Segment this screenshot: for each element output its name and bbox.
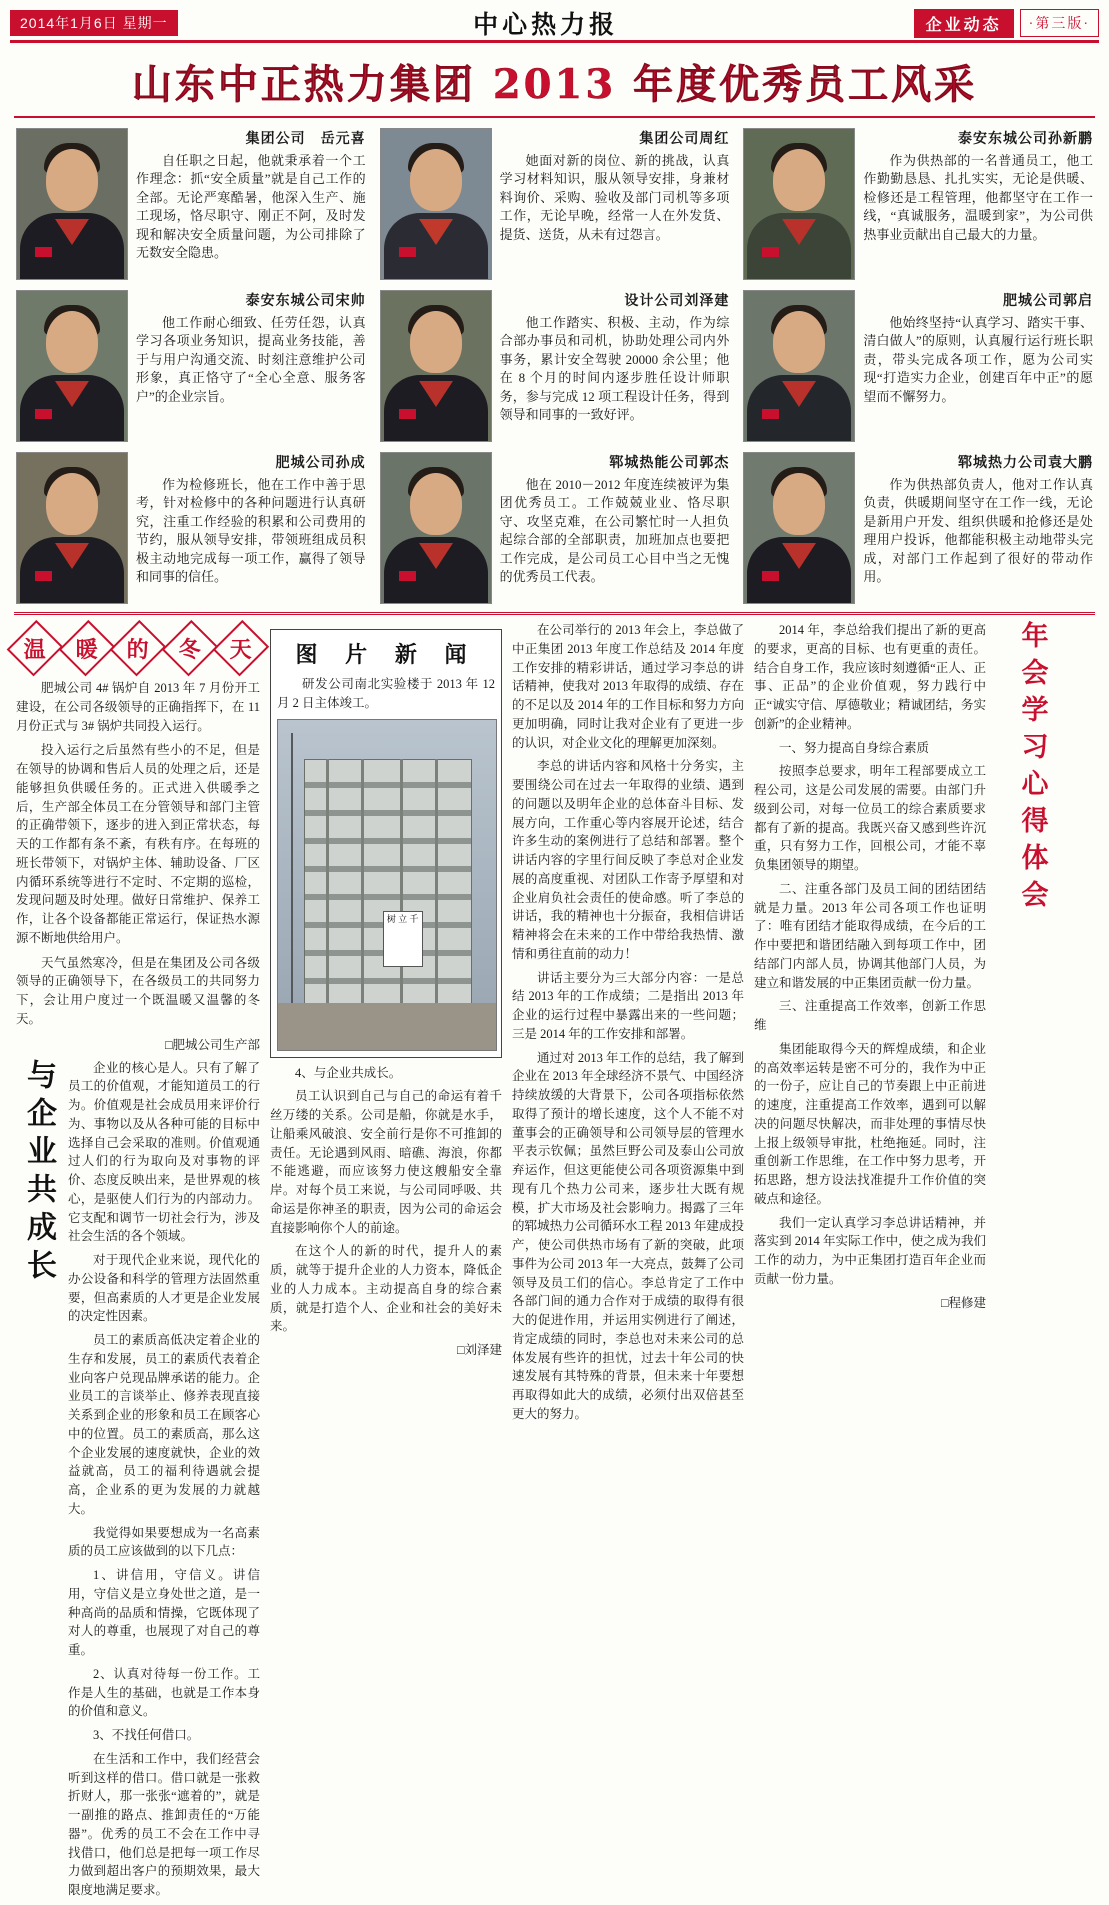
annual-meeting-title: 年会学习心得体会: [1016, 621, 1048, 917]
annual-paragraph: 三、注重提高工作效率，创新工作思维: [754, 999, 986, 1032]
employee-description: 作为供热部的一名普通员工，他工作勤勤恳恳、扎扎实实，无论是供暖、检修还是工程管理，他都坚守在工作一线，“真诚服务，温暖到家”，为公司供热事业贡献出自己最大的力量。: [863, 153, 1093, 242]
employee-card: [380, 128, 730, 280]
column-vertical-title: [996, 621, 1068, 1905]
column-annual-meeting-right: [754, 621, 986, 1905]
warm-winter-paragraph: 天气虽然寒冷，但是在集团及公司各级领导的正确领导下，在各级员工的共同努力下，会让用户度过一个既温暖又温馨的冬天。: [16, 955, 260, 1026]
title-char-text: 冬: [178, 636, 201, 662]
grow-paragraph: 3、不找任何借口。: [93, 1728, 200, 1742]
grow-article-body: [68, 1059, 260, 1905]
annual-paragraph: 按照李总要求，明年工程部要成立工程公司，这是公司发展的需要。由部门升级到公司，对每一位员工的综合素质要求都有了新的提高。我既兴奋又感到些许沉重，只有努力工作，回根公司，才能不辜负集团领导的期望。: [754, 764, 986, 872]
grow-paragraph: 企业的核心是人。只有了解了员工的价值观，才能知道员工的行为。价值观是社会成员用来评价行为、事物以及从各种可能的目标中选择自己会采取的准则。价值观通过人们的行为取向及对事物的评价、态度反映出来，是世界观的核心，是驱使人们行为的内部动力。它支配和调节一切社会行为，涉及社会生活的各个领域。: [68, 1060, 260, 1244]
employee-description: 他工作踏实、积极、主动，作为综合部办事员和司机，协助处理公司内外事务，累计安全驾驶 20000 余公里；他在 8 个月的时间内逐步胜任设计师职务，参与完成 12 项工程设计任务，得到领导和同事的一致好评。: [499, 315, 730, 423]
photo-news-image: [277, 719, 497, 1051]
grow-article-title: 与企业共成长: [21, 1058, 56, 1287]
employee-description: 他始终坚持“认真学习、踏实干事、清白做人”的原则，认真履行运行班长职责，带头完成各项工作，愿为公司实现“打造实力企业，创建百年中正”的愿望而不懈努力。: [863, 315, 1093, 404]
employee-description: 作为供热部负责人，他对工作认真负责，供暖期间坚守在工作一线，无论是新用户开发、组织供暖和抢修还是处理用户投诉，他都能积极主动地带头完成，对部门工作起到了很好的带动作用。: [863, 477, 1093, 585]
employee-card: [743, 128, 1093, 280]
employee-photo: [743, 290, 855, 442]
employee-photo: [380, 452, 492, 604]
warm-winter-paragraph: 肥城公司 4# 锅炉自 2013 年 7 月份开工建设，在公司各级领导的正确指挥下，在 11 月份正式与 3# 锅炉共同投入运行。: [16, 681, 260, 733]
employee-card: [380, 290, 730, 442]
title-char: [7, 620, 63, 676]
grow-paragraph: 4、与企业共成长。: [295, 1065, 402, 1080]
employee-card: [16, 452, 366, 604]
building-shape: [304, 759, 472, 1038]
building-column: [326, 759, 329, 1036]
title-char-text: 暖: [75, 636, 98, 662]
lower-section: [16, 621, 1093, 1905]
grow-paragraph: 在这个人的新的时代，提升人的素质，就等于提升企业的人力资本，降低企业的人力成本。主动提高自身的综合素质，就是打造个人、企业和社会的美好未来。: [270, 1244, 502, 1334]
grow-paragraph: 我觉得如果要想成为一名高素质的员工应该做到的以下几点：: [68, 1525, 260, 1559]
employee-name: 肥城公司孙成: [275, 456, 366, 471]
site-sign: 树 立 千: [383, 911, 423, 967]
title-char: [213, 620, 269, 676]
annual-paragraph: 在公司举行的 2013 年会上，李总做了中正集团 2013 年度工作总结及 2014 年度工作安排的精彩讲话，通过学习李总的讲话精神，使我对 2013 年取得的成绩、存在的不足以及 2014 年的工作目标和努力方向更加明确，同时让我对企业有了更进一步的认识，对企业文化的理解更加深刻。: [512, 623, 744, 750]
building-column: [435, 759, 438, 1036]
issue-date: 2014年1月6日 星期一: [10, 10, 178, 36]
masthead-right: [914, 9, 1099, 38]
employee-description: 自任职之日起，他就秉承着一个工作理念：抓“安全质量”就是自己工作的全部。无论严寒酷暑，他深入生产、施工现场，恪尽职守、刚正不阿，及时发现和解决安全质量问题，为公司排除了无数安全隐患。: [136, 153, 366, 261]
annual-paragraph: 一、努力提高自身综合素质: [779, 740, 930, 755]
employee-photo: [16, 128, 128, 280]
employee-name: 泰安东城公司孙新鹏: [957, 132, 1093, 147]
employee-photo: [743, 128, 855, 280]
employee-photo: [380, 290, 492, 442]
employee-name: 郓城热力公司袁大鹏: [957, 456, 1093, 471]
building-column: [361, 759, 364, 1036]
employee-card: [743, 290, 1093, 442]
employee-name: 泰安东城公司宋帅: [245, 294, 366, 309]
grow-paragraph: 员工认识到自己与自己的命运有着千丝万缕的关系。公司是船，你就是水手，让船乘风破浪、安全前行是你不可推卸的责任。无论遇到风雨、暗礁、海浪，你都不能逃避，而应该努力使这艘船安全靠岸。对每个员工来说，与公司同呼吸、共命运是你神圣的职责，因为公司的命运会直接影响你个人的前途。: [270, 1089, 502, 1235]
annual-signature: □程修建: [940, 1295, 986, 1310]
title-char-text: 的: [126, 636, 150, 662]
title-char: [110, 620, 166, 676]
employee-card: [743, 452, 1093, 604]
headline-divider: [14, 116, 1095, 118]
building-column: [400, 759, 403, 1036]
column-left: [16, 621, 260, 1905]
grow-paragraph: 1、讲信用，守信义。讲信用，守信义是立身处世之道，是一种高尚的品质和情操，它既体现了对人的尊重，也展现了对自己的尊重。: [68, 1568, 260, 1657]
section-divider: [14, 612, 1095, 615]
employee-grid: [16, 128, 1093, 604]
employee-name: 肥城公司郭启: [1002, 294, 1093, 309]
employee-card: [16, 128, 366, 280]
employee-name: 集团公司周红: [639, 132, 730, 147]
employee-card: [16, 290, 366, 442]
annual-paragraph: 通过对 2013 年工作的总结，我了解到企业在 2013 年全球经济不景气、中国经济持续放缓的大背景下，公司各项指标依然取得了预计的增长速度，这个人不能不对董事会的正确领导和公司领导层的管理水平表示钦佩；虽然巨野公司及泰山公司放弃运作，但这更能使公司各项资源集中到现有几个热力公司来，逐步壮大既有规模，扩大市场及社会影响力。揭露了三年的郓城热力公司循环水工程 2013 年建成投产，使公司供热市场有了新的突破，此项事件为公司 2013 年一大亮点，鼓舞了公司领导及员工们的信心。李总肯定了工作中各部门间的通力合作对于成绩的取得有很大的促进作用，并运用实例进行了阐述，肯定成绩的同时，李总也对未来公司的总体发展有些许的担忧，过去十年公司的快速发展有其特殊的背景，但未来十年要想再取得如此大的成绩，必须付出双倍甚至更大的努力。: [512, 1050, 744, 1421]
employee-name: 设计公司刘泽建: [624, 294, 730, 309]
crane-shape: [291, 733, 293, 1037]
annual-paragraph: 2014 年，李总给我们提出了新的更高的要求，更高的目标、也有更重的责任。结合自身工作，我应该时刻遵循“正人、正事、正品”的企业价值观，努力践行中正“诚实守信、厚德敬业；精诚团结，务实创新”的企业精神。: [754, 623, 986, 731]
warm-winter-paragraph: 投入运行之后虽然有些小的不足，但是在领导的协调和售后人员的处理之后，还是能够担负供暖任务的。正式进入供暖季之后，生产部全体员工在分管领导和部门主管的正确带领下，逐步的进入到正常状态，每天的工作都有条不紊，有秩有序。在每班的班长带领下，对锅炉主体、辅助设备、厂区内循环系统等进行不定时、不定期的巡检，发现问题及时处理。做好日常维护、保养工作，让各个设备都能正常运行，保证热水源源不断地供给用户。: [16, 743, 260, 945]
column-photo-news: [270, 621, 502, 1905]
employee-description: 作为检修班长，他在工作中善于思考，针对检修中的各种问题进行认真研究，注重工作经验的积累和公司费用的节约，服从领导安排，带领班组成员积极主动地完成每一项工作，赢得了领导和同事的信任。: [136, 477, 366, 585]
newspaper-page: [0, 6, 1109, 1897]
grow-article-continued: [270, 1064, 502, 1360]
annual-paragraph: 李总的讲话内容和风格十分务实，主要围绕公司在过去一年取得的业绩、遇到的问题以及明年企业的总体奋斗目标、发展方向，工作重心等内容展开论述，结合许多生动的案例进行了总结和部署。整个讲话内容的字里行间反映了李总对企业发展的高度重视、对团队工作寄予厚望和对企业肩负社会责任的使命感。听了李总的讲话，我的精神也十分振奋，我相信讲话精神将会在未来的工作中带给我热情、激情和勇往直前的动力！: [512, 759, 744, 961]
employee-photo: [380, 128, 492, 280]
photo-news-box: [270, 629, 502, 1058]
section-tag: 企业动态: [914, 9, 1014, 38]
employee-name: 郓城热能公司郭杰: [609, 456, 730, 471]
employee-photo: [743, 452, 855, 604]
grow-article: [16, 1059, 260, 1905]
annual-paragraph: 集团能取得今天的辉煌成绩，和企业的高效率运转是密不可分的，我作为中正的一份子，应让自己的节奏跟上中正前进的速度，注重提高工作效率，遇到可以解决的问题尽快解决，而非处理的事情尽快上报上级领导审批，杜绝拖延。同时，注重创新工作思维，在工作中努力思考，开拓思路，想方设法找准提升工作价值的突破点和途径。: [754, 1041, 986, 1206]
column-annual-meeting: [512, 621, 744, 1905]
grow-paragraph: 员工的素质高低决定着企业的生存和发展，员工的素质代表着企业向客户兑现品牌承诺的能力。企业员工的言谈举止、修养表现直接关系到企业的形象和员工在顾客心中的位置。员工的素质高，那么这个企业发展的速度就快，企业的效益就高，员工的福利待遇就会提高，企业系的更为发展的力就越大。: [68, 1333, 260, 1516]
masthead: [10, 6, 1099, 43]
employee-description: 他工作耐心细致、任劳任怨，认真学习各项业务知识，提高业务技能，善于与用户沟通交流、时刻注意维护公司形象，真正恪守了“全心全意、服务客户”的企业宗旨。: [136, 315, 366, 404]
annual-paragraph: 二、注重各部门及员工间的团结团结就是力量。2013 年公司各项工作也证明了：唯有团结才能取得成绩，在今后的工作中要把和谐团结融入到每项工作中，团结部门内部人员，协调其他部门人员，为建立和谐发展的中正集团贡献一份力量。: [754, 881, 986, 990]
warm-winter-signature: □肥城公司生产部: [164, 1037, 260, 1052]
page-headline: 山东中正热力集团 2013 年度优秀员工风采: [131, 61, 978, 108]
employee-name: 集团公司 岳元喜: [245, 132, 366, 147]
paper-title: 中心热力报: [473, 10, 619, 39]
grow-article-signature: □刘泽建: [456, 1343, 502, 1357]
employee-description: 他在 2010－2012 年度连续被评为集团优秀员工。工作兢兢业业、恪尽职守、攻坚克难，在公司繁忙时一人担负起综合部的全部职责，加班加点也要把工作完成，是公司员工心目中当之无愧的优秀员工代表。: [499, 477, 730, 585]
annual-paragraph: 讲话主要分为三大部分内容：一是总结 2013 年的工作成绩；二是指出 2013 年企业的运行过程中暴露出来的一些问题；三是 2014 年的工作安排和部署。: [512, 970, 744, 1041]
warm-winter-title: [16, 627, 260, 669]
annual-paragraph: 我们一定认真学习李总讲话精神，并落实到 2014 年实际工作中，使之成为我们工作的动力，为中正集团打造百年企业而贡献一份力量。: [754, 1215, 986, 1286]
grow-paragraph: 2、认真对待每一份工作。工作是人生的基础，也就是工作本身的价值和意义。: [68, 1666, 260, 1719]
employee-card: [380, 452, 730, 604]
ground-shape: [278, 1003, 496, 1049]
title-char-text: 天: [230, 636, 253, 662]
employee-photo: [16, 290, 128, 442]
title-char: [58, 620, 114, 676]
title-char: [161, 620, 217, 676]
grow-paragraph: 在生活和工作中，我们经营会听到这样的借口。借口就是一张救折财人，那一张张“遮着的”，就是一副推的路点、推卸责任的“万能器”。优秀的员工不会在工作中寻找借口，他们总是把每一项工作尽力做到超出客户的预期效果，最大限度地满足要求。: [68, 1751, 260, 1897]
grow-paragraph: 对于现代企业来说，现代化的办公设备和科学的管理方法固然重要，但高素质的人才更是企业发展的决定性因素。: [68, 1253, 260, 1324]
photo-news-caption: 研发公司南北实验楼于 2013 年 12 月 2 日主体竣工。: [277, 677, 495, 710]
employee-description: 她面对新的岗位、新的挑战，认真学习材料知识，服从领导安排，身兼材料询价、采购、验收及部门司机等多项工作，无论早晚，经常一人在外发货、提货、送货，从未有过怨言。: [499, 153, 730, 242]
page-label: ·第三版·: [1020, 9, 1099, 37]
photo-news-title: 图 片 新 闻: [295, 642, 477, 668]
employee-photo: [16, 452, 128, 604]
title-char-text: 温: [23, 636, 46, 662]
